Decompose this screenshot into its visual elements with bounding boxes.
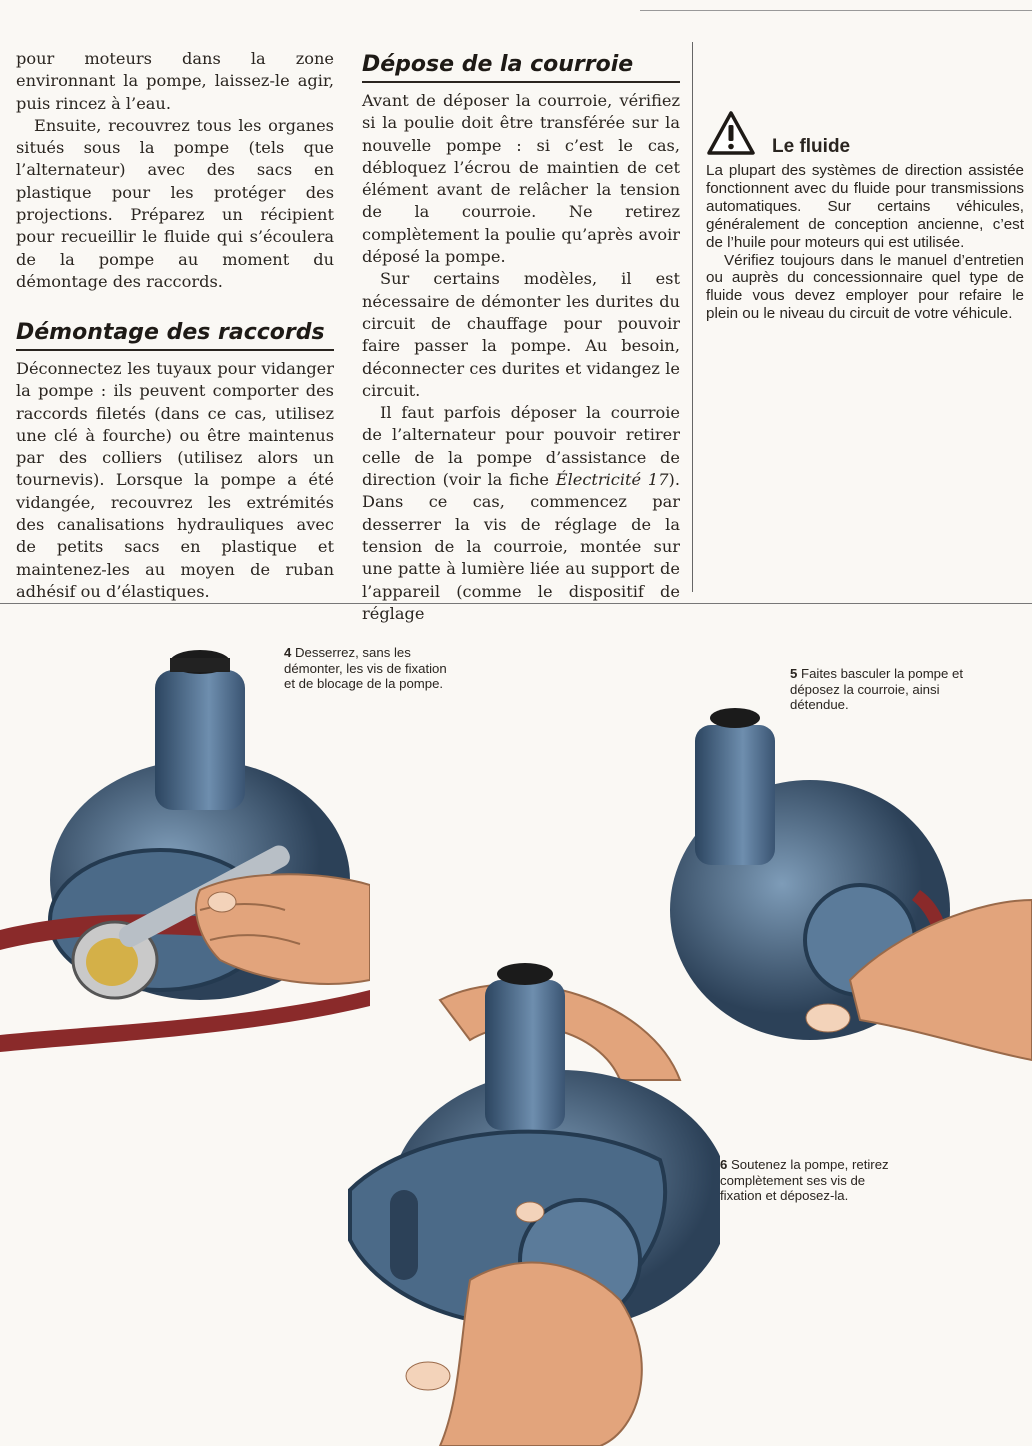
- caption-step-5: [790, 666, 980, 713]
- caption-text: Faites basculer la pompe et déposez la courroie, ainsi détendue.: [790, 666, 964, 712]
- column-middle: [362, 90, 680, 625]
- caption-text: Desserrez, sans les démonter, les vis de fixation et de blocage de la pompe.: [284, 645, 447, 691]
- column-divider: [692, 42, 693, 592]
- section-rule: [0, 603, 1032, 604]
- caption-number: 6: [720, 1157, 728, 1172]
- caption-number: 4: [284, 645, 292, 660]
- box-title: Le fluide: [772, 136, 851, 157]
- cross-reference: Électricité 17: [555, 470, 669, 490]
- warning-triangle-icon: [706, 110, 756, 156]
- section-heading-courroie: Dépose de la courroie: [362, 52, 680, 83]
- paragraph: Déconnectez les tuyaux pour vidanger la pompe : ils peuvent comporter des raccords filetés (dans ce cas, utilisez une clé à fourche) ou être maintenus par des colliers (utilisez alors un tournevis). Lorsque la pompe a été vidangée, recouvrez les extrémités des canalisations hydrauliques avec de petits sacs en plastique et maintenez-les au moyen de ruban adhésif ou d’élastiques.: [16, 359, 334, 601]
- paragraph: Sur certains modèles, il est nécessaire de démonter les durites du circuit de chauffage pour pouvoir faire passer la pompe. Au besoin, déconnecter ces durites et vidangez le circuit.: [362, 269, 680, 400]
- caption-text: Soutenez la pompe, retirez complètement ses vis de fixation et déposez-la.: [720, 1157, 889, 1203]
- illustration-step-4: [0, 640, 370, 1100]
- illustration-step-6: [320, 960, 720, 1446]
- caption-step-6: [720, 1157, 900, 1204]
- paragraph: [362, 402, 680, 625]
- section-heading-raccords: Démontage des raccords: [16, 320, 334, 351]
- caption-number: 5: [790, 666, 798, 681]
- top-rule: [640, 10, 1032, 11]
- column-left-lower: [16, 358, 334, 603]
- paragraph-text: Il faut parfois déposer la courroie de l’alternateur pour pouvoir retirer celle de la pompe d’assistance de direction (voir la fiche: [362, 403, 680, 490]
- paragraph: pour moteurs dans la zone environnant la pompe, laissez-le agir, puis rincez à l’eau.: [16, 49, 334, 113]
- caption-step-4: [284, 645, 454, 692]
- paragraph-text: ). Dans ce cas, commencez par desserrer la vis de réglage de la tension de la courroie, montée sur une patte à lumière liée au support de l’appareil (comme le dispositif de réglage: [362, 470, 680, 623]
- box-body: [706, 162, 1024, 323]
- paragraph: Ensuite, recouvrez tous les organes situés sous la pompe (tels que l’alternateur) avec des sacs en plastique pour les protéger des projections. Préparez un récipient pour recueillir le fluide qui s’écoulera de la pompe au moment du démontage des raccords.: [16, 115, 334, 291]
- column-left: [16, 48, 334, 293]
- paragraph: Avant de déposer la courroie, vérifiez si la poulie doit être transférée sur la nouvelle pompe : si c’est le cas, débloquez l’écrou de maintien de cet élément avant de relâcher la tension de la courroie. Ne retirez complètement la poulie qu’après avoir déposé la pompe.: [362, 91, 680, 267]
- paragraph: Vérifiez toujours dans le manuel d’entretien ou auprès du concessionnaire quel type de fluide vous devez employer pour refaire le plein ou le niveau du circuit de votre véhicule.: [706, 251, 1024, 323]
- paragraph: La plupart des systèmes de direction assistée fonctionnent avec du fluide pour transmissions automatiques. Sur certains véhicules, généralement de conception ancienne, c’est de l’huile pour moteurs qui est utilisée.: [706, 162, 1024, 251]
